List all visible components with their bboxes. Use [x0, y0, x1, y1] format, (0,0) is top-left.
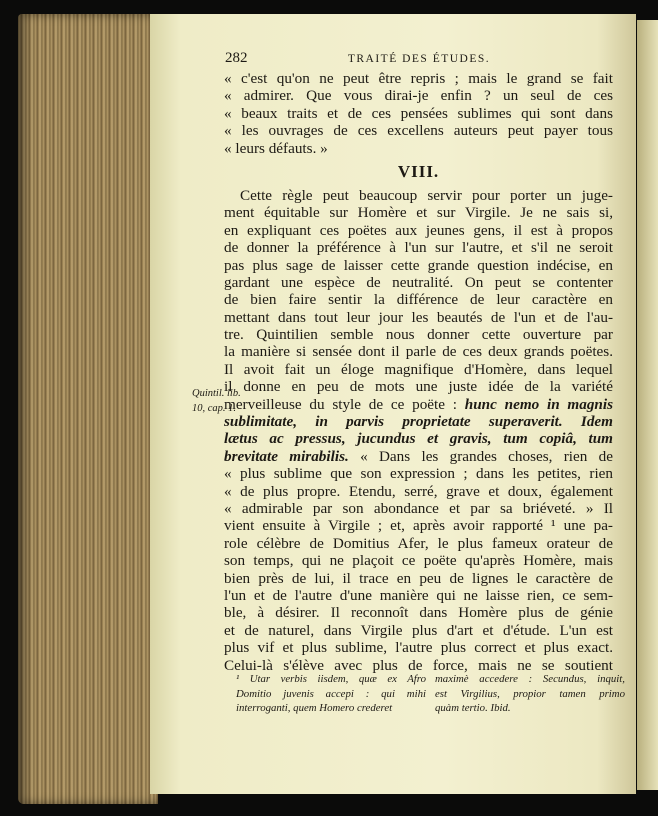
latin-quote: brevitate mirabilis.: [224, 447, 349, 465]
latin-quote: sublimitate, in parvis proprietate superaverit. Idem: [224, 413, 613, 431]
text-span: et de naturel, dans Virgile plus d'art et d'étude. L'un est: [224, 621, 613, 639]
text-span: Cette règle peut beaucoup servir pour porter un juge-: [240, 186, 613, 204]
text-span: la manière si sensée dont il parle de ces deux grands poëtes.: [224, 343, 613, 361]
text-span: mettant dans tout leur jour les beautés de l'un et de l'au-: [224, 308, 613, 326]
margin-note-line: 10, cap. 1.: [192, 403, 237, 414]
latin-quote: lætus ac pressus, jucundus et gravis, tum copiâ, tum: [224, 430, 613, 448]
text-line: [224, 105, 613, 122]
text-span: « les ouvrages de ces excellens auteurs peut payer tous: [224, 122, 613, 140]
text-span: « admirable par son abondance et par sa briéveté. » Il: [224, 499, 613, 517]
text-span: « Dans les grandes choses, rien de: [348, 447, 613, 465]
text-span: « admirer. Que vous dirai-je enfin ? un seul de ces: [224, 87, 613, 105]
text-span: Il avoit fait un éloge magnifique d'Homère, dans lequel: [224, 360, 613, 378]
text-span: « plus sublime que son expression ; dans les petites, rien: [224, 465, 613, 483]
text-line: [224, 87, 613, 104]
latin-quote: hunc nemo in magnis: [464, 395, 613, 413]
text-span: vient ensuite à Virgile ; et, après avoir rapporté ¹ une pa-: [224, 517, 613, 535]
text-line: [224, 361, 613, 378]
body-text: [224, 70, 613, 674]
text-line: [224, 326, 613, 343]
footnote-column-1: [236, 672, 426, 716]
footnote-line: est Virgilius, propior tamen primo: [435, 687, 625, 700]
text-span: VIII.: [397, 161, 440, 181]
running-header: [225, 50, 613, 68]
text-span: pas plus sage de laisser cette grande question indécise, en: [224, 256, 613, 274]
footnote-line: maximè accedere : Secundus, inquit,: [435, 673, 625, 685]
footnote-line: ¹ Utar verbis iisdem, quæ ex Afro: [236, 673, 426, 685]
text-line: [224, 570, 613, 587]
text-line: [224, 309, 613, 326]
text-line: [224, 222, 613, 239]
text-line: [224, 465, 613, 482]
text-span: gardant une espèce de neutralité. On peut se contenter: [224, 273, 613, 291]
text-line: [224, 122, 613, 139]
text-span: « c'est qu'on ne peut être repris ; mais le grand se fait: [224, 70, 613, 87]
page-number: 282: [225, 50, 248, 66]
text-span: merveilleuse du style de ce poëte :: [224, 395, 465, 413]
text-span: bien près de lui, il trace en peu de lignes le caractère de: [224, 569, 613, 587]
text-line: [224, 343, 613, 360]
text-line: [224, 70, 613, 87]
text-span: Celui-là s'élève avec plus de force, mais ne se soutient: [224, 656, 613, 674]
text-span: « leurs défauts. »: [224, 139, 328, 157]
text-span: tre. Quintilien semble nous donner cette ouverture par: [224, 326, 613, 344]
text-line: [224, 396, 613, 413]
text-span: il donne en peu de mots une juste idée de la variété: [224, 378, 613, 396]
text-line: [224, 448, 613, 465]
text-span: ment équitable sur Homère et sur Virgile. Je ne sais si,: [224, 204, 613, 222]
margin-note-line: Quintil. lib.: [192, 388, 241, 399]
text-line: [224, 535, 613, 552]
text-span: de donner la préférence à l'un sur l'autre, et s'il ne seroit: [224, 239, 613, 257]
book-page-edges: [18, 14, 158, 804]
text-line: [224, 500, 613, 517]
text-line: [224, 257, 613, 274]
text-line: [224, 378, 613, 395]
text-line: [224, 291, 613, 308]
text-span: « de plus propre. Etendu, serré, grave et doux, également: [224, 482, 613, 500]
text-line: [224, 140, 613, 157]
text-line: [224, 587, 613, 604]
text-span: plus vif et plus sublime, l'autre plus correct et plus exact.: [224, 639, 613, 657]
text-span: ble, à désirer. Il reconnoît dans Homère plus de génie: [224, 604, 613, 622]
footnote-line: Domitio juvenis accepi : qui mihi: [236, 687, 426, 700]
text-line: [224, 204, 613, 221]
section-heading: [224, 157, 613, 187]
text-line: [224, 239, 613, 256]
text-span: « beaux traits et de ces pensées sublimes qui sont dans: [224, 104, 613, 122]
text-span: l'un et de l'autre d'une manière qui ne laisse rien, ce sem-: [224, 586, 613, 604]
text-line: [224, 604, 613, 621]
text-line: [224, 483, 613, 500]
text-line: [224, 517, 613, 534]
footnote-line: quàm tertio. Ibid.: [435, 702, 511, 714]
text-line: [224, 413, 613, 430]
text-line: [224, 274, 613, 291]
text-line: [224, 552, 613, 569]
footnote-line: interroganti, quem Homero crederet: [236, 702, 393, 714]
text-span: role célèbre de Domitius Afer, le plus fameux orateur de: [224, 534, 613, 552]
text-line: [224, 639, 613, 656]
text-span: son temps, qui ne plaçoit ce poëte qu'après Homère, mais: [224, 552, 613, 570]
text-line: [224, 622, 613, 639]
text-line: [224, 187, 613, 204]
facing-page-edge: [637, 20, 658, 790]
margin-note: [192, 386, 241, 416]
text-line: [224, 430, 613, 447]
running-title: TRAITÉ DES ÉTUDES.: [347, 53, 491, 65]
text-span: en expliquant ces poëtes aux jeunes gens, il est à propos: [224, 221, 613, 239]
footnote-column-2: [435, 672, 625, 716]
text-span: de bien faire sentir la différence de leur caractère en: [224, 291, 613, 309]
